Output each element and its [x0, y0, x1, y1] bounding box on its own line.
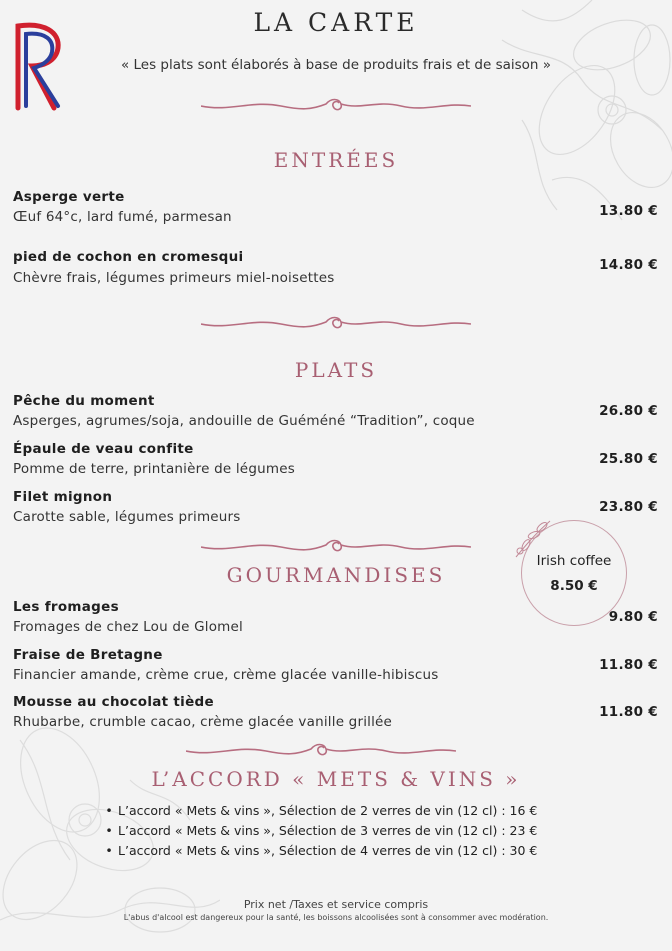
list-item: • L’accord « Mets & vins », Sélection de 2 verres de vin (12 cl) : 16 €	[100, 801, 537, 821]
dish-price: 9.80 €	[608, 609, 658, 625]
dish-name: Fraise de Bretagne	[13, 647, 163, 663]
dish-description: Financier amande, crème crue, crème glacée vanille-hibiscus	[13, 667, 439, 683]
section-title-entrees: ENTRÉES	[273, 148, 399, 172]
section-title-gourmandises: GOURMANDISES	[226, 563, 446, 587]
wine-pairing-list	[100, 801, 537, 861]
list-item: • L’accord « Mets & vins », Sélection de 4 verres de vin (12 cl) : 30 €	[100, 841, 537, 861]
section-title-accord: L’ACCORD « METS & VINS »	[151, 767, 521, 791]
dish-price: 26.80 €	[599, 403, 658, 419]
section-title-plats: PLATS	[294, 358, 378, 382]
dish-price: 11.80 €	[599, 657, 658, 673]
tagline: « Les plats sont élaborés à base de produits frais et de saison »	[120, 57, 552, 73]
footer-price-note: Prix net /Taxes et service compris	[243, 898, 429, 911]
ornamental-divider-icon	[201, 535, 471, 557]
page-title: LA CARTE	[253, 8, 419, 37]
dish-price: 23.80 €	[599, 499, 658, 515]
dish-description: Chèvre frais, légumes primeurs miel-noisettes	[13, 270, 335, 286]
dish-name: Filet mignon	[13, 489, 113, 505]
dish-name: Mousse au chocolat tiède	[13, 694, 214, 710]
dish-description: Rhubarbe, crumble cacao, crème glacée vanille grillée	[13, 714, 393, 730]
ornamental-divider-icon	[201, 94, 471, 116]
footer-alcohol-warning: L'abus d'alcool est dangereux pour la santé, les boissons alcoolisées sont à consommer avec modération.	[123, 913, 549, 922]
badge-price: 8.50 €	[550, 578, 598, 594]
dish-description: Œuf 64°c, lard fumé, parmesan	[13, 209, 232, 225]
dish-description: Asperges, agrumes/soja, andouille de Guéméné “Tradition”, coque	[13, 413, 475, 429]
dish-price: 13.80 €	[599, 203, 658, 219]
badge-label: Irish coffee	[536, 553, 612, 569]
dish-price: 14.80 €	[599, 257, 658, 273]
dish-name: Pêche du moment	[13, 393, 155, 409]
dish-description: Fromages de chez Lou de Glomel	[13, 619, 243, 635]
dish-price: 25.80 €	[599, 451, 658, 467]
ornamental-divider-icon	[201, 312, 471, 334]
dish-name: Asperge verte	[13, 189, 125, 205]
ornamental-divider-icon	[186, 739, 456, 761]
dish-name: pied de cochon en cromesqui	[13, 249, 244, 265]
dish-name: Les fromages	[13, 599, 119, 615]
dish-price: 11.80 €	[599, 704, 658, 720]
dish-description: Carotte sable, légumes primeurs	[13, 509, 241, 525]
dish-name: Épaule de veau confite	[13, 441, 194, 457]
dish-description: Pomme de terre, printanière de légumes	[13, 461, 295, 477]
list-item: • L’accord « Mets & vins », Sélection de 3 verres de vin (12 cl) : 23 €	[100, 821, 537, 841]
